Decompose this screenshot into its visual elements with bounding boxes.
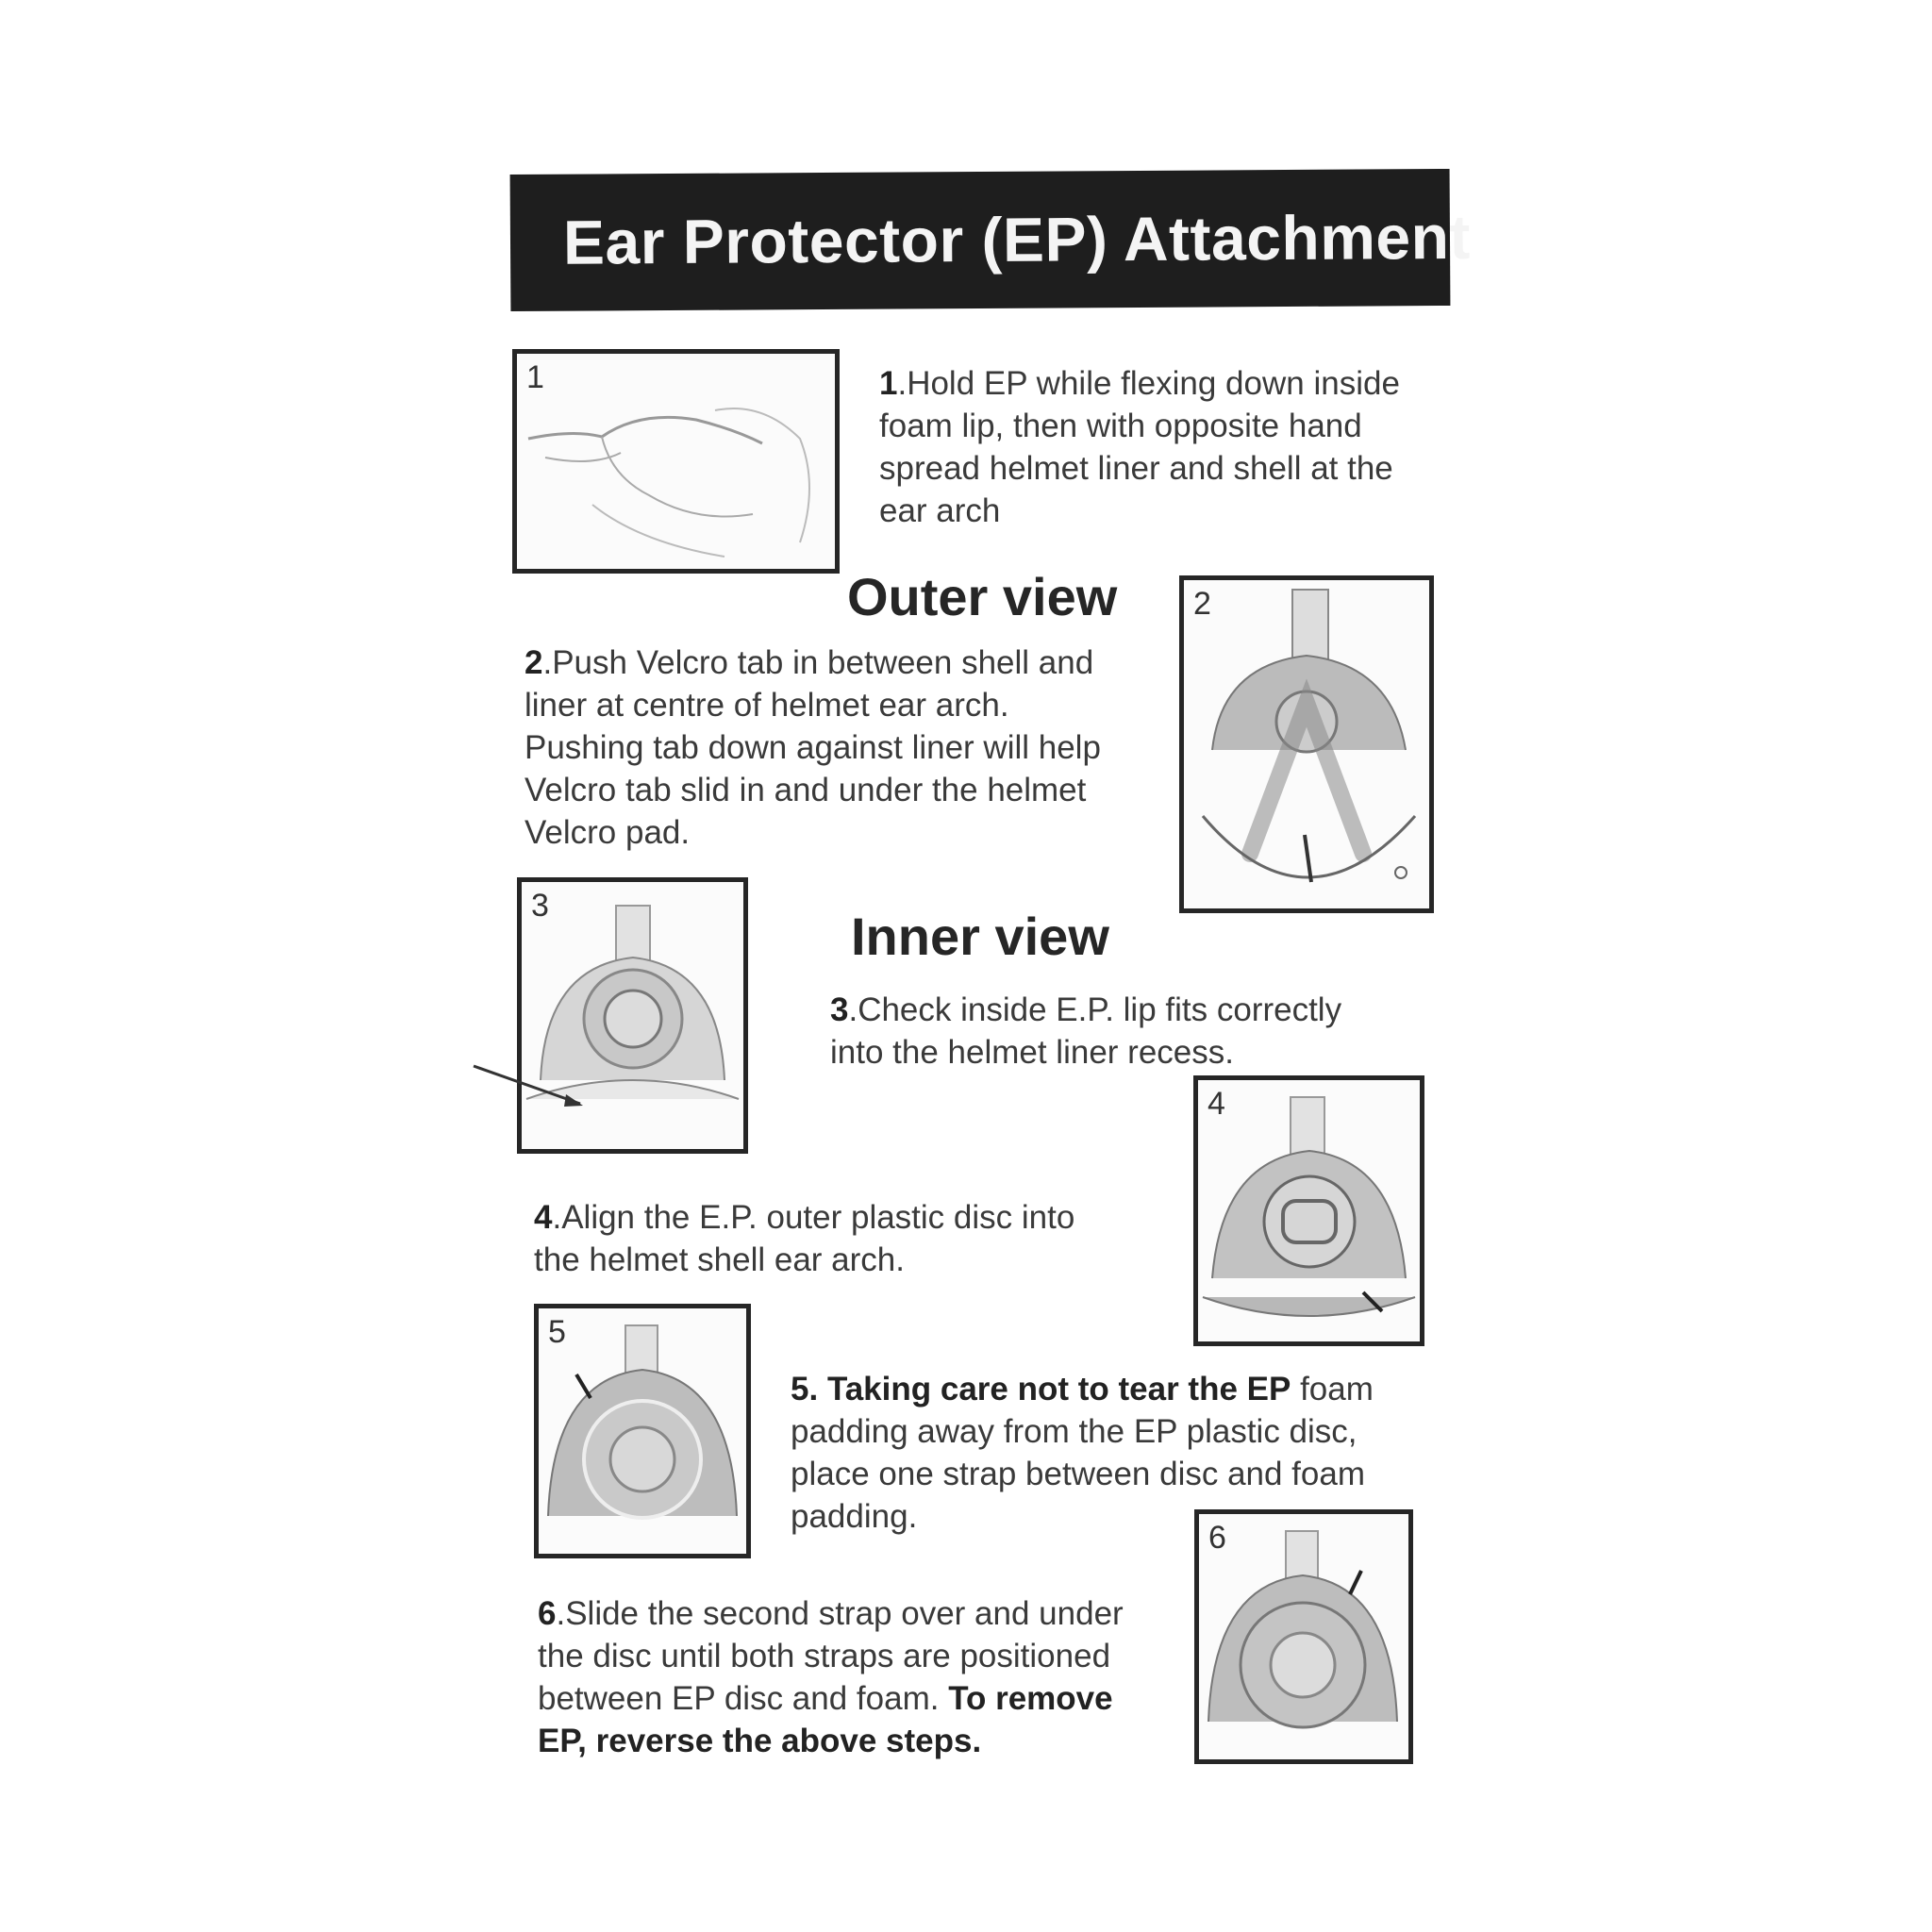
step-5-text: 5. Taking care not to tear the EP foam padding away from the EP plastic disc, place one strap between disc and foam padding. — [791, 1371, 1374, 1535]
second-strap-illustration — [1199, 1514, 1408, 1759]
panel-number: 5 — [548, 1314, 566, 1350]
outer-view-velcro-illustration — [1184, 580, 1429, 908]
panel-number: 3 — [531, 888, 549, 924]
panel-number: 4 — [1208, 1086, 1225, 1122]
panel-number: 6 — [1208, 1520, 1226, 1556]
illustration-panel-4 — [1193, 1075, 1424, 1346]
step-6-text: 6.Slide the second strap over and under the disc until both straps are positioned between EP disc and foam. To remove EP, reverse the above steps. — [538, 1595, 1124, 1759]
pointer-arrow — [472, 1061, 594, 1118]
page-title: Ear Protector (EP) Attachment — [562, 201, 1472, 277]
panel-number: 1 — [526, 359, 544, 395]
illustration-panel-1 — [512, 349, 840, 574]
panel-number: 2 — [1193, 586, 1211, 622]
first-strap-illustration — [539, 1308, 746, 1554]
step-2-text: 2.Push Velcro tab in between shell and liner at centre of helmet ear arch. Pushing tab down against liner will help Velcro tab slid in and under the helmet Velcro pad. — [525, 644, 1101, 851]
illustration-panel-5 — [534, 1304, 751, 1558]
inner-view-heading: Inner view — [851, 907, 1109, 966]
disc-in-ear-arch-illustration — [1198, 1080, 1420, 1341]
title-bar — [510, 169, 1472, 311]
outer-view-heading: Outer view — [847, 567, 1118, 626]
illustration-panel-2 — [1179, 575, 1434, 913]
hand-flexing-ep-illustration — [517, 354, 835, 569]
step-3-text: 3.Check inside E.P. lip fits correctly into the helmet liner recess. — [830, 991, 1342, 1071]
step-4-text: 4.Align the E.P. outer plastic disc into the helmet shell ear arch. — [534, 1199, 1075, 1278]
illustration-panel-6 — [1194, 1509, 1413, 1764]
step-1-text: 1.Hold EP while flexing down inside foam lip, then with opposite hand spread helmet liner and shell at the ear arch — [879, 365, 1400, 529]
